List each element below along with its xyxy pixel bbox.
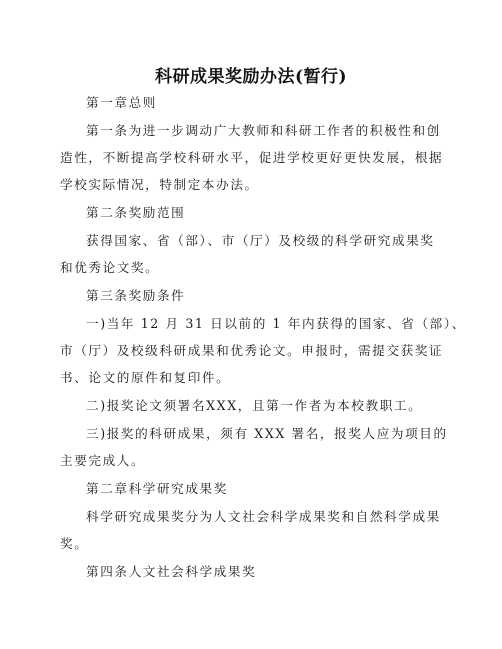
paragraph-line: 第一条为进一步调动广大教师和科研工作者的积极性和创: [86, 123, 441, 138]
article-heading: 第四条人文社会科学成果奖: [86, 564, 257, 579]
paragraph-line: 获得国家、省（部）、市（厅）及校级的科学研究成果奖: [86, 233, 435, 248]
paragraph-line: 三)报奖的科研成果，须有 XXX 署名，报奖人应为项目的: [86, 426, 448, 441]
chapter-heading: 第一章总则: [86, 95, 157, 110]
paragraph-line: 书、论文的原件和复印件。: [60, 370, 231, 385]
chapter-heading: 第二章科学研究成果奖: [86, 481, 228, 496]
paragraph-line: 一)当年 12 月 31 日以前的 1 年内获得的国家、省（部）、: [86, 316, 466, 331]
paragraph-line: 二)报奖论文须署名XXX，且第一作者为本校教职工。: [86, 398, 423, 413]
paragraph-line: 学校实际情况，特制定本办法。: [60, 177, 259, 192]
paragraph-line: 主要完成人。: [60, 453, 146, 468]
paragraph-line: 造性，不断提高学校科研水平，促进学校更好更快发展，根据: [60, 150, 444, 165]
article-heading: 第二条奖励范围: [86, 205, 186, 220]
paragraph-line: 科学研究成果奖分为人文社会科学成果奖和自然科学成果: [86, 509, 441, 524]
document-title: 科研成果奖励办法(暂行): [154, 67, 348, 87]
paragraph-line: 市（厅）及校级科研成果和优秀论文。申报时，需提交获奖证: [60, 343, 444, 358]
paragraph-line: 奖。: [60, 536, 89, 551]
paragraph-line: 和优秀论文奖。: [60, 260, 160, 275]
article-heading: 第三条奖励条件: [86, 288, 186, 303]
